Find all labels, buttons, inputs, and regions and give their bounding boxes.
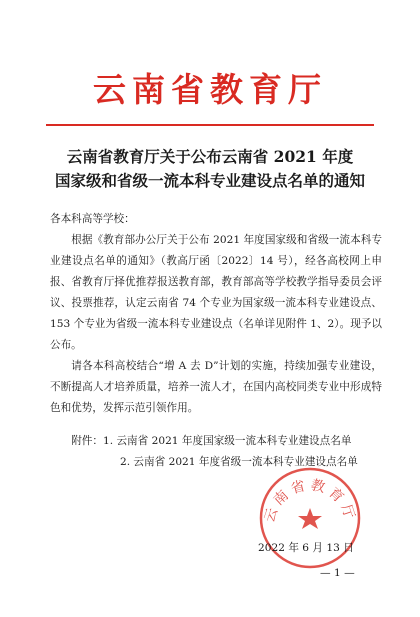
seal-star-icon (298, 508, 322, 529)
attachment-1: 附件：1. 云南省 2021 年度国家级一流本科专业建设点名单 (71, 435, 352, 447)
issue-date: 2022 年 6 月 13 日 (258, 542, 354, 554)
salutation: 各本科高等学校： (50, 213, 135, 225)
document-body (50, 209, 382, 419)
paragraph-2: 请各本科高校结合“增 A 去 D”计划的实施，持续加强专业建设，不断提高人才培养质量，培养一流人才，在国内高校同类专业中形成特色和优势，发挥示范引领作用。 (50, 360, 382, 414)
page-number: — 1 — (320, 567, 355, 579)
red-divider (46, 124, 374, 126)
document-title (30, 145, 390, 193)
paragraph-1: 根据《教育部办公厅关于公布 2021 年度国家级和省级一流本科专业建设点名单的通知》（教高厅函〔2022〕14 号），经各高校网上申报、省教育厅择优推荐报送教育部，教育部高等学校教学指导委员会评议、投票推荐，认定云南省 74 个专业为国家级一流本科专业建设点、153 个专业为省级一流本科专业建设点（名单详见附件 1、2）。现予以公布。 (50, 234, 382, 351)
seal-text: 云南省教育厅 (261, 477, 359, 525)
attachment-2: 2. 云南省 2021 年度省级一流本科专业建设点名单 (119, 456, 358, 468)
title-line-2: 国家级和省级一流本科专业建设点名单的通知 (54, 171, 365, 190)
issuer-header: 云南省教育厅 (93, 70, 327, 109)
title-line-1: 云南省教育厅关于公布云南省 2021 年度 (66, 147, 354, 166)
